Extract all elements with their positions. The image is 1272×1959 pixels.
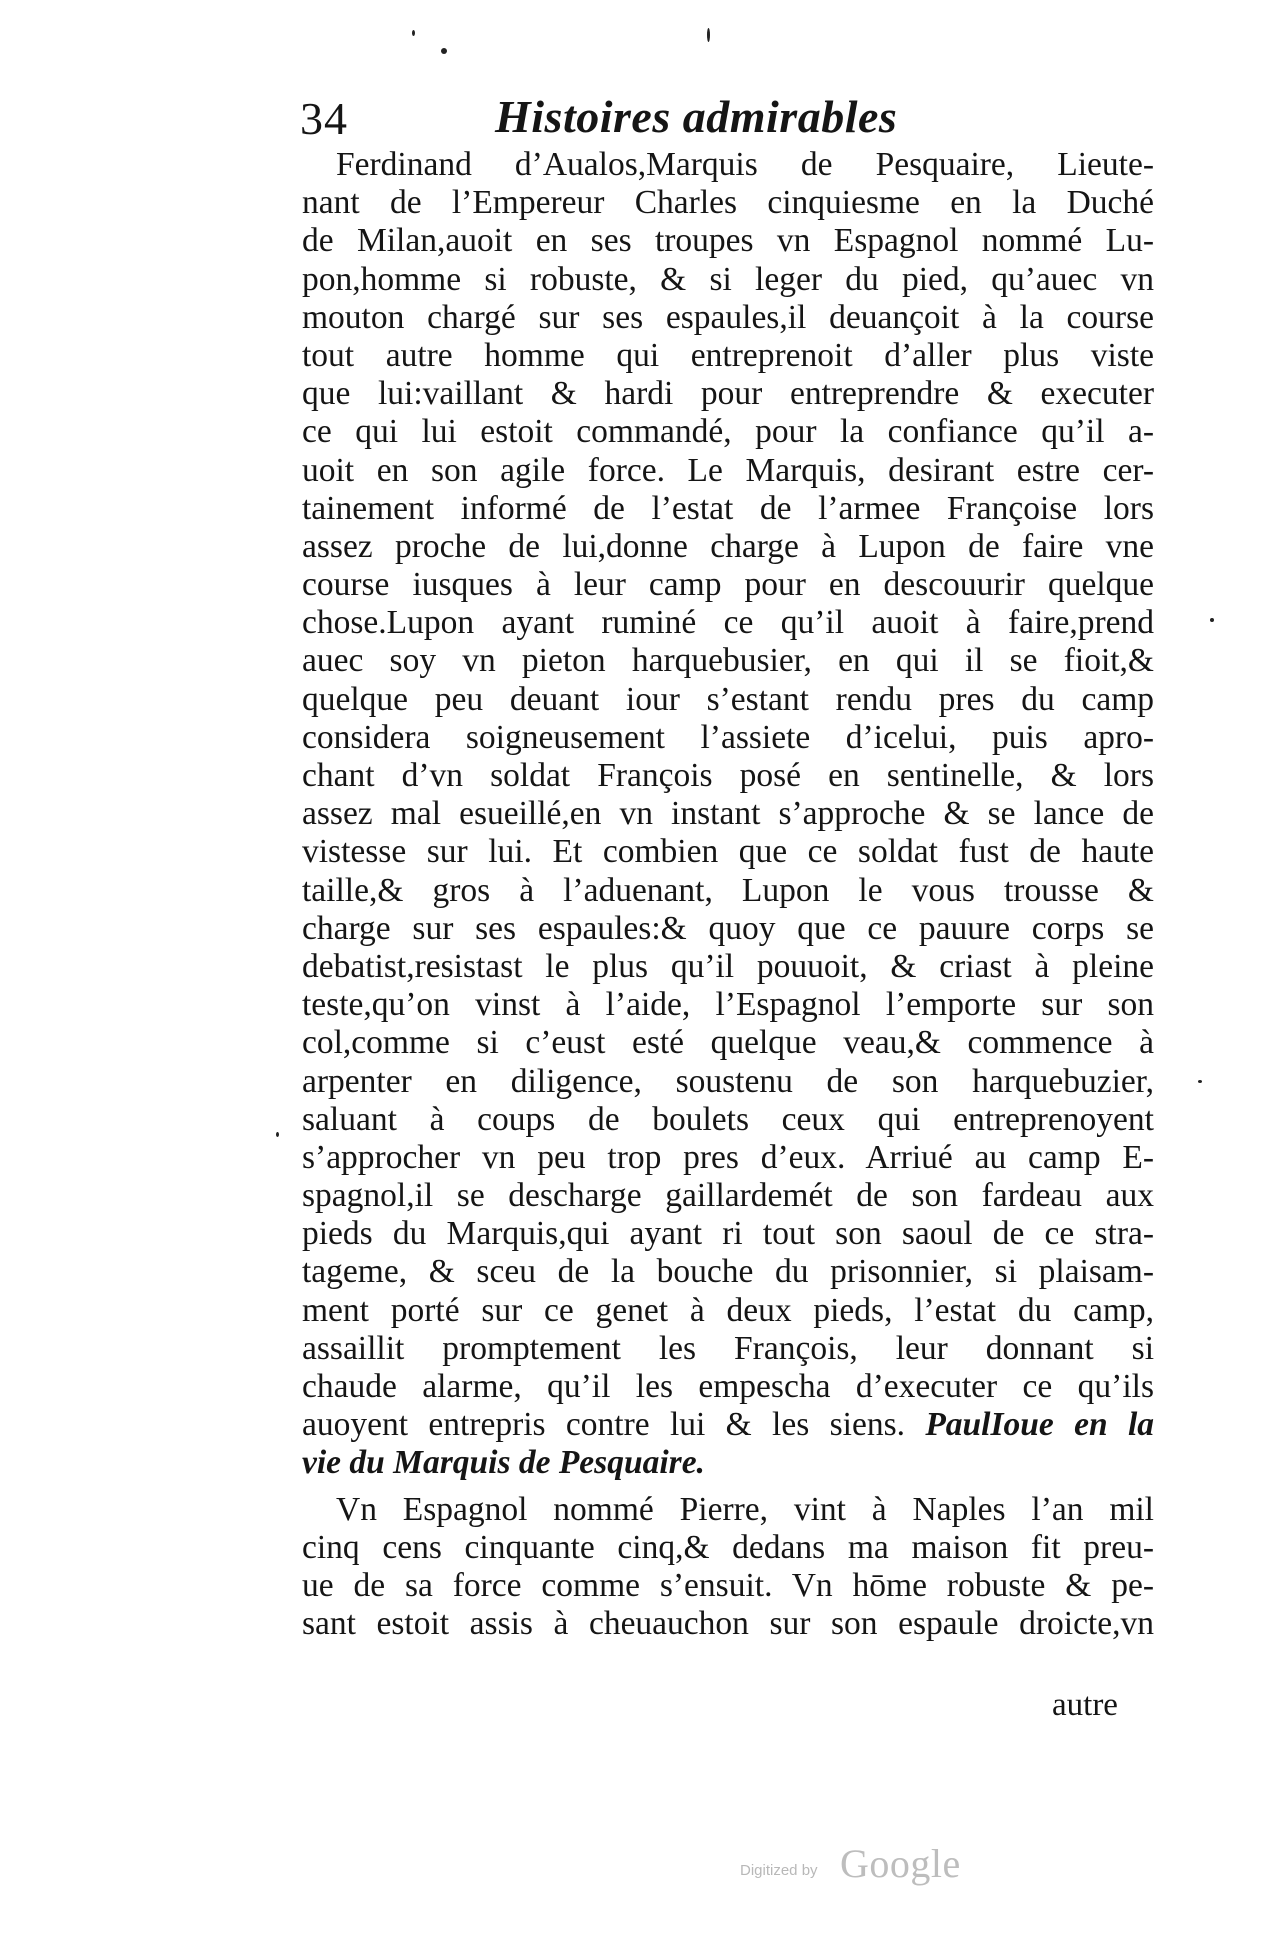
ink-speck	[412, 30, 415, 36]
marginal-citation: PaulIoue en la	[925, 1406, 1154, 1444]
watermark-digitized-text: Digitized by	[740, 1862, 818, 1879]
text-line: tainement informé de l’estat de l’armee Françoise lors	[302, 489, 1154, 527]
text-line: taille,& gros à l’aduenant, Lupon le vous trousse &	[302, 871, 1154, 909]
text-line: course iusques à leur camp pour en descouurir quelque	[302, 566, 1154, 604]
text-line-with-citation	[302, 1406, 1154, 1444]
text-line: ue de sa force comme s’ensuit. Vn hōme robuste & pe-	[302, 1566, 1154, 1604]
text-line: nant de l’Empereur Charles cinquiesme en la Duché	[302, 184, 1154, 222]
text-line: ment porté sur ce genet à deux pieds, l’estat du camp,	[302, 1291, 1154, 1329]
page-number: 34	[300, 93, 348, 144]
text-line: arpenter en diligence, soustenu de son harquebuzier,	[302, 1062, 1154, 1100]
text-line: pieds du Marquis,qui ayant ri tout son saoul de ce stra-	[302, 1215, 1154, 1253]
text-line: assaillit promptement les François, leur donnant si	[302, 1329, 1154, 1367]
text-line: charge sur ses espaules:& quoy que ce pauure corps se	[302, 909, 1154, 947]
text-line: auec soy vn pieton harquebusier, en qui il se fioit,&	[302, 642, 1154, 680]
text-line: de Milan,auoit en ses troupes vn Espagnol nommé Lu-	[302, 222, 1154, 260]
text-line: assez mal esueillé,en vn instant s’approche & se lance de	[302, 795, 1154, 833]
text-line: uoit en son agile force. Le Marquis, desirant estre cer-	[302, 451, 1154, 489]
running-title: Histoires admirables	[495, 91, 898, 142]
text-line: sant estoit assis à cheuauchon sur son espaule droicte,vn	[302, 1605, 1154, 1643]
text-line: s’approcher vn peu trop pres d’eux. Arriué au camp E-	[302, 1138, 1154, 1176]
text-line: tout autre homme qui entreprenoit d’aller plus viste	[302, 336, 1154, 374]
ink-speck	[1198, 1080, 1202, 1083]
marginal-citation-continued: vie du Marquis de Pesquaire.	[302, 1444, 705, 1482]
text-line: chose.Lupon ayant ruminé ce qu’il auoit à faire,prend	[302, 604, 1154, 642]
body-text	[302, 146, 1154, 1643]
page-header	[300, 88, 920, 148]
digitization-watermark	[740, 1841, 1000, 1886]
ink-speck	[1210, 618, 1214, 622]
text-line: assez proche de lui,donne charge à Lupon de faire vne	[302, 527, 1154, 565]
text-line: mouton chargé sur ses espaules,il deuançoit à la course	[302, 298, 1154, 336]
text-line: considera soigneusement l’assiete d’icelui, puis apro-	[302, 718, 1154, 756]
text-line: tageme, & sceu de la bouche du prisonnier, si plaisam-	[302, 1253, 1154, 1291]
text-line: saluant à coups de boulets ceux qui entreprenoyent	[302, 1100, 1154, 1138]
text-line: ce qui lui estoit commandé, pour la confiance qu’il a-	[302, 413, 1154, 451]
text-line: Vn Espagnol nommé Pierre, vint à Naples l’an mil	[336, 1490, 1154, 1528]
text-line: que lui:vaillant & hardi pour entreprendre & executer	[302, 375, 1154, 413]
ink-speck	[276, 1132, 279, 1137]
ink-speck	[441, 48, 447, 54]
text-line: pon,homme si robuste, & si leger du pied, qu’auec vn	[302, 260, 1154, 298]
text-line: quelque peu deuant iour s’estant rendu pres du camp	[302, 680, 1154, 718]
text-line: chaude alarme, qu’il les empescha d’executer ce qu’ils	[302, 1368, 1154, 1405]
text-line: vistesse sur lui. Et combien que ce soldat fust de haute	[302, 833, 1154, 871]
text-line: teste,qu’on vinst à l’aide, l’Espagnol l’emporte sur son	[302, 986, 1154, 1024]
text-line: spagnol,il se descharge gaillardemét de son fardeau aux	[302, 1177, 1154, 1215]
text-line: Ferdinand d’Aualos,Marquis de Pesquaire, Lieute-	[336, 146, 1154, 183]
text-line: col,comme si c’eust esté quelque veau,& commence à	[302, 1024, 1154, 1062]
catchword: autre	[1052, 1687, 1118, 1723]
google-logo: Google	[840, 1841, 961, 1886]
text-line: chant d’vn soldat François posé en sentinelle, & lors	[302, 757, 1154, 794]
citation-line	[302, 1444, 1154, 1482]
text-line: cinq cens cinquante cinq,& dedans ma maison fit preu-	[302, 1528, 1154, 1566]
paragraph-gap	[302, 1483, 1154, 1491]
text-line-end: auoyent entrepris contre lui & les siens.	[302, 1406, 905, 1444]
text-line: debatist,resistast le plus qu’il pouuoit, & criast à pleine	[302, 947, 1154, 985]
ink-speck	[707, 28, 710, 42]
